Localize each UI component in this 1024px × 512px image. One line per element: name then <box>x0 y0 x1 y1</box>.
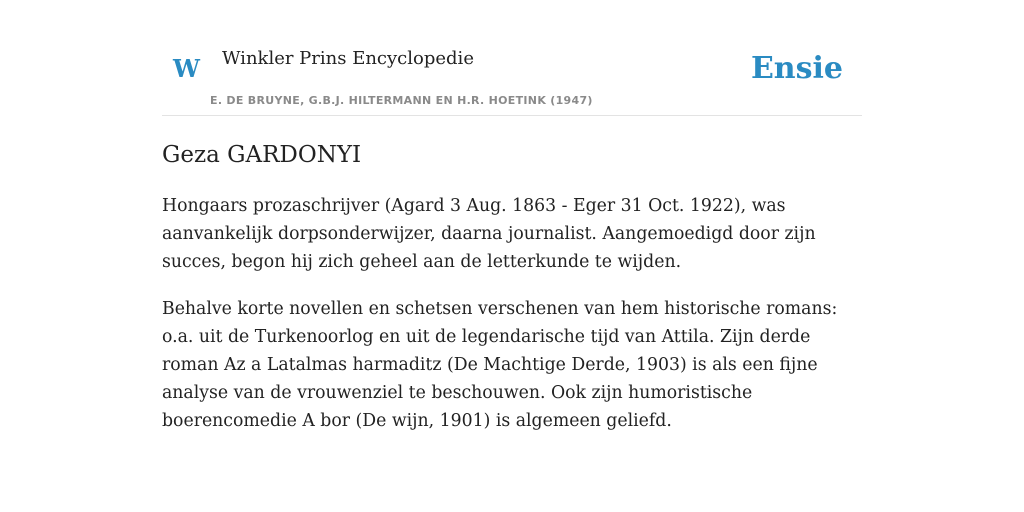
article-body <box>162 192 862 454</box>
encyclopedia-header <box>162 0 862 116</box>
winkler-prins-logo[interactable]: W <box>173 54 200 83</box>
encyclopedia-authors: E. DE BRUYNE, G.B.J. HILTERMANN EN H.R. HOETINK (1947) <box>210 94 593 107</box>
article-paragraph: Behalve korte novellen en schetsen verschenen van hem historische romans: o.a. uit de Turkenoorlog en uit de legendarische tijd van Attila. Zijn derde roman Az a Latalmas harmaditz (De Machtige Derde, 1903) is als een fijne analyse van de vrouwenziel te beschouwen. Ook zijn humoristische boerencomedie A bor (De wijn, 1901) is algemeen geliefd. <box>162 299 838 431</box>
article-title: Geza GARDONYI <box>162 142 362 168</box>
article-paragraph: Hongaars prozaschrijver (Agard 3 Aug. 1863 - Eger 31 Oct. 1922), was aanvankelijk dorpsonderwijzer, daarna journalist. Aangemoedigd door zijn succes, begon hij zich geheel aan de letterkunde te wijden. <box>162 196 816 272</box>
encyclopedia-title[interactable]: Winkler Prins Encyclopedie <box>222 48 474 69</box>
ensie-logo-link[interactable]: Ensie <box>750 51 843 86</box>
page-container <box>162 0 862 431</box>
